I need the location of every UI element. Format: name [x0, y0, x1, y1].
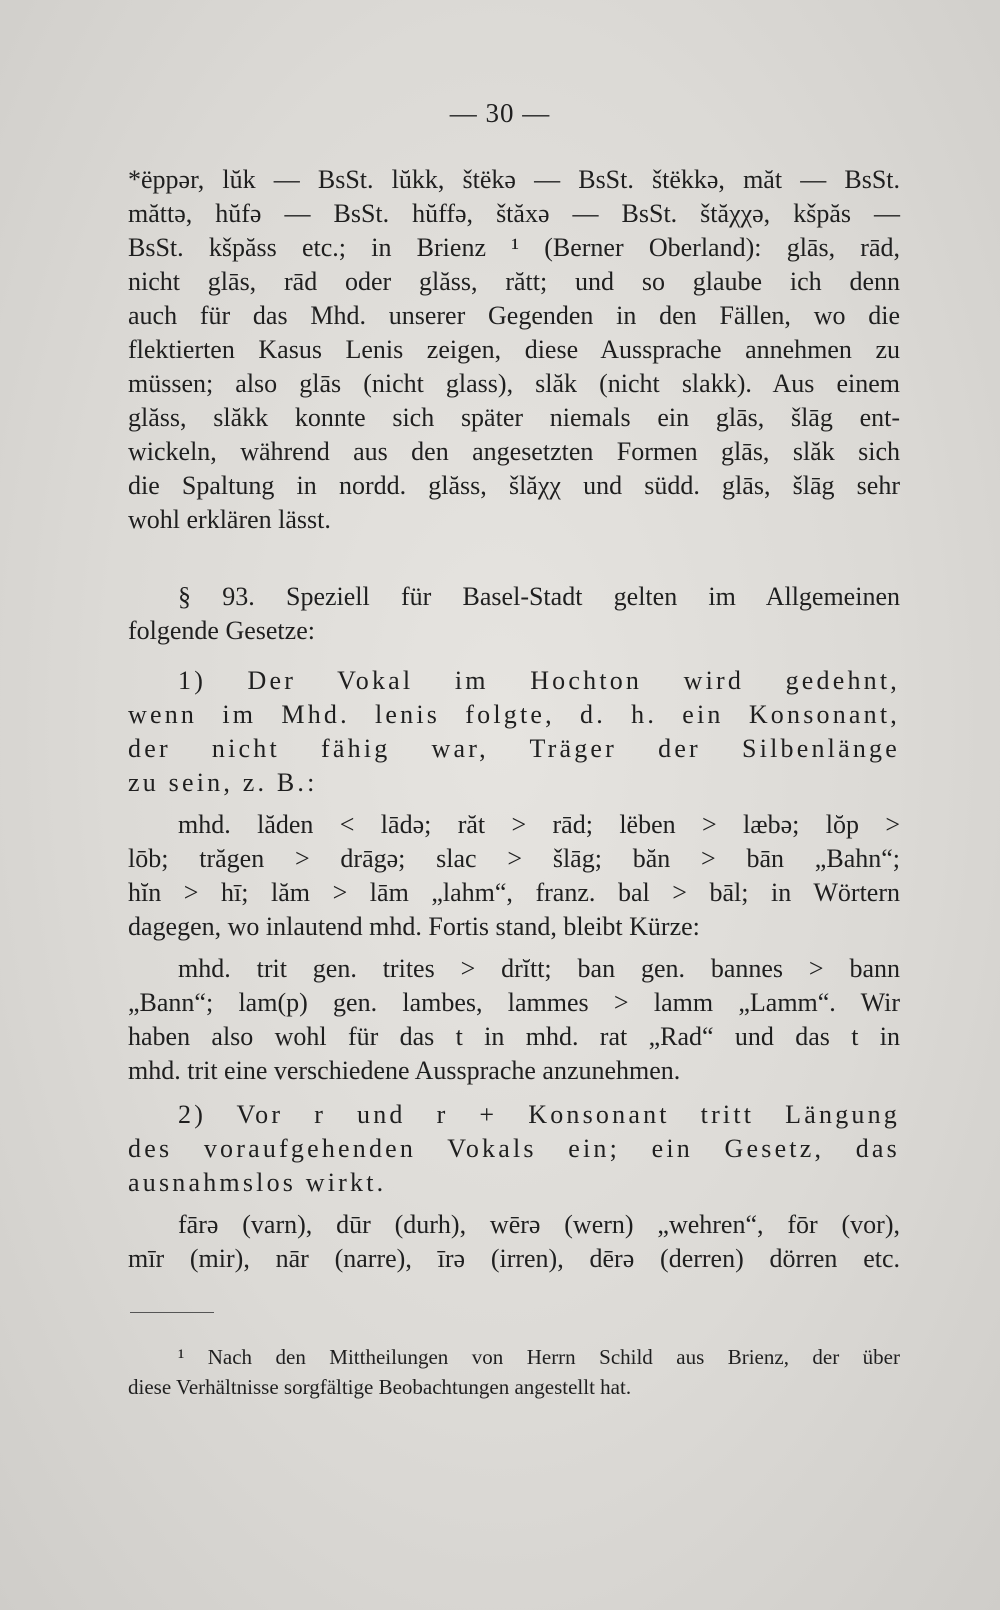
text-line: mhd. trit eine verschiedene Aussprache anzunehmen.	[128, 1056, 681, 1085]
text-line: müssen; also glās (nicht glass), slăk (nicht slakk). Aus einem	[128, 369, 900, 398]
text-line: flektierten Kasus Lenis zeigen, diese Aussprache annehmen zu	[128, 335, 900, 364]
text-line: folgende Gesetze:	[128, 616, 315, 645]
footnote-line: diese Verhältnisse sorgfältige Beobachtungen angestellt hat.	[128, 1375, 632, 1399]
text-line: die Spaltung in nordd. glăss, šlăχχ und südd. glās, šlāg sehr	[128, 471, 900, 500]
paragraph-2-section-93	[128, 580, 900, 648]
footnote	[128, 1342, 900, 1402]
text-line: wohl erklären lässt.	[128, 505, 331, 534]
text-line: dagegen, wo inlautend mhd. Fortis stand, bleibt Kürze:	[128, 912, 700, 941]
text-line: fārə (varn), dūr (durh), wērə (wern) „wehren“, fōr (vor),	[178, 1210, 900, 1239]
paragraph-5-examples	[128, 952, 900, 1088]
text-line: BsSt. kšpăss etc.; in Brienz ¹ (Berner Oberland): glās, rād,	[128, 233, 900, 262]
rule-line: ausnahmslos wirkt.	[128, 1168, 387, 1197]
footnote-line: ¹ Nach den Mittheilungen von Herrn Schild aus Brienz, der über	[178, 1345, 900, 1369]
paragraph-1	[128, 163, 900, 537]
paragraph-7-examples	[128, 1208, 900, 1276]
rule-line: zu sein, z. B.:	[128, 768, 318, 797]
text-line: mīr (mir), nār (narre), īrə (irren), dērə (derren) dörren etc.	[128, 1244, 900, 1273]
text-line: haben also wohl für das t in mhd. rat „Rad“ und das t in	[128, 1022, 900, 1051]
text-line: mhd. lăden < lādə; răt > rād; lëben > læbə; lŏp >	[178, 810, 900, 839]
rule-line: der nicht fähig war, Träger der Silbenlänge	[128, 734, 900, 763]
text-line: wickeln, während aus den angesetzten Formen glās, slăk sich	[128, 437, 900, 466]
text-line: hĭn > hī; lăm > lām „lahm“, franz. bal > bāl; in Wörtern	[128, 878, 900, 907]
footnote-divider	[130, 1312, 214, 1313]
rule-line: wenn im Mhd. lenis folgte, d. h. ein Konsonant,	[128, 700, 900, 729]
text-line: măttə, hŭfə — BsSt. hŭffə, štăxə — BsSt. štăχχə, kšpăs —	[128, 199, 900, 228]
text-line: lōb; trăgen > drāgə; slac > šlāg; băn > bān „Bahn“;	[128, 844, 900, 873]
paragraph-3-rule-1	[128, 664, 900, 800]
paragraph-6-rule-2	[128, 1098, 900, 1200]
rule-line: 2) Vor r und r + Konsonant tritt Längung	[178, 1100, 900, 1129]
text-line: mhd. trit gen. trites > drĭtt; ban gen. bannes > bann	[178, 954, 900, 983]
page-number: — 30 —	[449, 98, 551, 128]
text-line: glăss, slăkk konnte sich später niemals ein glās, šlāg ent-	[128, 403, 900, 432]
section-heading-line: § 93. Speziell für Basel-Stadt gelten im Allgemeinen	[178, 582, 900, 611]
text-line: nicht glās, rād oder glăss, rătt; und so glaube ich denn	[128, 267, 900, 296]
rule-line: des voraufgehenden Vokals ein; ein Gesetz, das	[128, 1134, 900, 1163]
text-line: „Bann“; lam(p) gen. lambes, lammes > lamm „Lamm“. Wir	[128, 988, 900, 1017]
paragraph-4-examples	[128, 808, 900, 944]
rule-line: 1) Der Vokal im Hochton wird gedehnt,	[178, 666, 900, 695]
text-line: auch für das Mhd. unserer Gegenden in den Fällen, wo die	[128, 301, 900, 330]
text-line: *ëppər, lŭk — BsSt. lŭkk, štëkə — BsSt. štëkkə, măt — BsSt.	[128, 165, 900, 194]
